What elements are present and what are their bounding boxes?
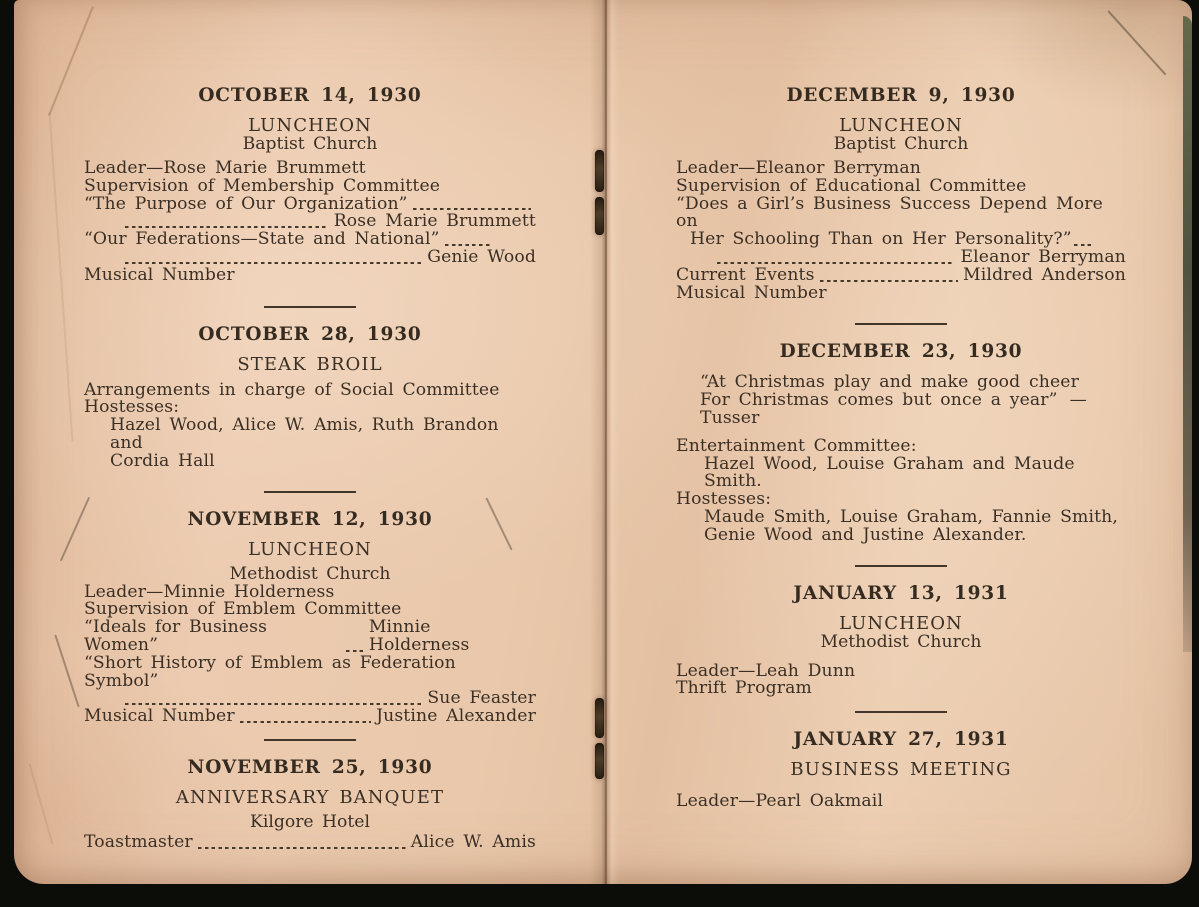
section-venue: Baptist Church bbox=[833, 134, 969, 154]
right-page bbox=[676, 0, 1126, 811]
supervision-line: Supervision of Membership Committee bbox=[84, 175, 441, 196]
hostesses-names: Maude Smith, Louise Graham, Fannie Smith, bbox=[704, 506, 1118, 527]
toastmaster-line bbox=[84, 831, 536, 852]
program-section-jan-13 bbox=[676, 584, 1126, 699]
program-section-nov-12 bbox=[84, 510, 536, 726]
speaker-name: Minnie Holderness bbox=[368, 617, 470, 655]
section-divider bbox=[264, 491, 356, 493]
section-subtitle: STEAK BROIL bbox=[237, 353, 383, 375]
section-subtitle: LUNCHEON bbox=[248, 115, 372, 136]
dotted-leader bbox=[820, 280, 958, 282]
dotted-leader bbox=[125, 226, 329, 228]
supervision-line: Supervision of Educational Committee bbox=[676, 175, 1027, 196]
section-venue: Methodist Church bbox=[820, 631, 982, 652]
section-divider bbox=[264, 739, 356, 741]
dotted-leader bbox=[125, 262, 422, 264]
musical-number-line: Musical Number bbox=[676, 282, 827, 303]
entertainment-names: Hazel Wood, Louise Graham and Maude Smith. bbox=[704, 453, 1075, 492]
supervision-line: Supervision of Emblem Committee bbox=[84, 599, 402, 620]
topic-line: “Does a Girl’s Business Success Depend More on bbox=[676, 193, 1103, 232]
program-section-dec-23 bbox=[676, 342, 1126, 544]
dotted-leader bbox=[413, 208, 531, 210]
section-date: OCTOBER 28, 1930 bbox=[198, 323, 422, 345]
program-line: Thrift Program bbox=[676, 678, 812, 699]
musical-number-line: Musical Number bbox=[84, 264, 235, 285]
center-fold-line bbox=[605, 0, 607, 884]
hostesses-label: Hostesses: bbox=[84, 397, 180, 418]
leader-line: Leader—Eleanor Berryman bbox=[676, 158, 921, 178]
booklet-paper bbox=[14, 0, 1192, 884]
program-section-dec-9 bbox=[676, 86, 1126, 302]
staple-bottom bbox=[595, 698, 604, 738]
musical-label: Musical Number bbox=[84, 706, 235, 727]
speaker-name: Genie Wood bbox=[427, 246, 536, 267]
dotted-leader bbox=[346, 650, 364, 652]
section-subtitle: BUSINESS MEETING bbox=[790, 759, 1012, 781]
topic-title: “Ideals for Business Women” bbox=[84, 617, 268, 655]
dotted-leader bbox=[125, 703, 422, 705]
topic-line bbox=[84, 619, 536, 655]
section-venue: Baptist Church bbox=[242, 134, 378, 154]
topic-title: “Our Federations—State and National” bbox=[84, 229, 440, 250]
speaker-name: Rose Marie Brummett bbox=[333, 211, 536, 232]
speaker-name: Eleanor Berryman bbox=[960, 246, 1126, 267]
section-venue: Methodist Church bbox=[229, 563, 391, 584]
toastmaster-label: Toastmaster bbox=[84, 831, 193, 852]
section-subtitle: LUNCHEON bbox=[248, 538, 372, 560]
section-date: JANUARY 13, 1931 bbox=[793, 582, 1009, 604]
section-subtitle: LUNCHEON bbox=[839, 115, 963, 136]
staple-bottom bbox=[595, 743, 604, 779]
hostesses-names: Genie Wood and Justine Alexander. bbox=[704, 524, 1027, 545]
entertainment-label: Entertainment Committee: bbox=[676, 435, 917, 456]
dotted-leader bbox=[198, 847, 406, 849]
section-divider bbox=[855, 323, 947, 325]
section-subtitle: ANNIVERSARY BANQUET bbox=[175, 786, 445, 808]
topic-title: “The Purpose of Our Organization” bbox=[84, 193, 408, 214]
left-page bbox=[84, 0, 536, 852]
topic-line: “Short History of Emblem as Federation Symbol” bbox=[84, 652, 456, 691]
program-section-oct-14 bbox=[84, 86, 536, 285]
program-section-oct-28 bbox=[84, 325, 536, 471]
staple-top bbox=[595, 197, 604, 235]
speaker-name: Sue Feaster bbox=[427, 688, 536, 709]
current-events-line bbox=[676, 264, 1126, 285]
current-events-label: Current Events bbox=[676, 264, 815, 285]
section-divider bbox=[855, 711, 947, 713]
cover-edge bbox=[1183, 16, 1192, 652]
leader-line: Leader—Rose Marie Brummett bbox=[84, 158, 366, 178]
dotted-leader bbox=[445, 244, 491, 246]
program-section-nov-25 bbox=[84, 758, 536, 852]
quote-text: For Christmas comes but once a year” bbox=[700, 390, 1058, 411]
section-date: OCTOBER 14, 1930 bbox=[198, 85, 422, 106]
section-date: JANUARY 27, 1931 bbox=[793, 729, 1009, 751]
speaker-name: Mildred Anderson bbox=[963, 264, 1126, 285]
arrangements-line: Arrangements in charge of Social Committee bbox=[84, 379, 500, 400]
speaker-name: Justine Alexander bbox=[376, 706, 536, 727]
quote-attribution: —Tusser bbox=[700, 390, 1087, 428]
hostesses-names: Hazel Wood, Alice W. Amis, Ruth Brandon and bbox=[110, 415, 499, 453]
pencil-mark bbox=[54, 635, 79, 708]
quote-line bbox=[676, 392, 1126, 428]
section-divider bbox=[264, 306, 356, 308]
musical-number-line bbox=[84, 708, 536, 726]
section-subtitle: LUNCHEON bbox=[839, 612, 963, 634]
speaker-name: Alice W. Amis bbox=[410, 831, 536, 852]
program-section-jan-27 bbox=[676, 730, 1126, 811]
corner-crease bbox=[48, 112, 73, 441]
corner-crease bbox=[28, 763, 53, 844]
quote-line: “At Christmas play and make good cheer bbox=[700, 372, 1079, 393]
section-venue: Kilgore Hotel bbox=[250, 811, 370, 832]
hostesses-label: Hostesses: bbox=[676, 489, 772, 510]
hostesses-names: Cordia Hall bbox=[110, 450, 215, 471]
leader-line: Leader—Pearl Oakmail bbox=[676, 791, 884, 812]
section-date: DECEMBER 23, 1930 bbox=[779, 341, 1023, 363]
section-date: DECEMBER 9, 1930 bbox=[786, 85, 1016, 106]
dotted-leader bbox=[717, 262, 955, 264]
topic-title: Her Schooling Than on Her Personality?” bbox=[690, 229, 1072, 250]
staple-top bbox=[595, 150, 604, 192]
leader-line: Leader—Leah Dunn bbox=[676, 660, 856, 681]
dotted-leader bbox=[240, 721, 371, 723]
section-date: NOVEMBER 25, 1930 bbox=[187, 756, 433, 778]
dotted-leader bbox=[1074, 244, 1092, 246]
section-divider bbox=[855, 565, 947, 567]
leader-line: Leader—Minnie Holderness bbox=[84, 581, 335, 602]
section-date: NOVEMBER 12, 1930 bbox=[187, 508, 433, 530]
